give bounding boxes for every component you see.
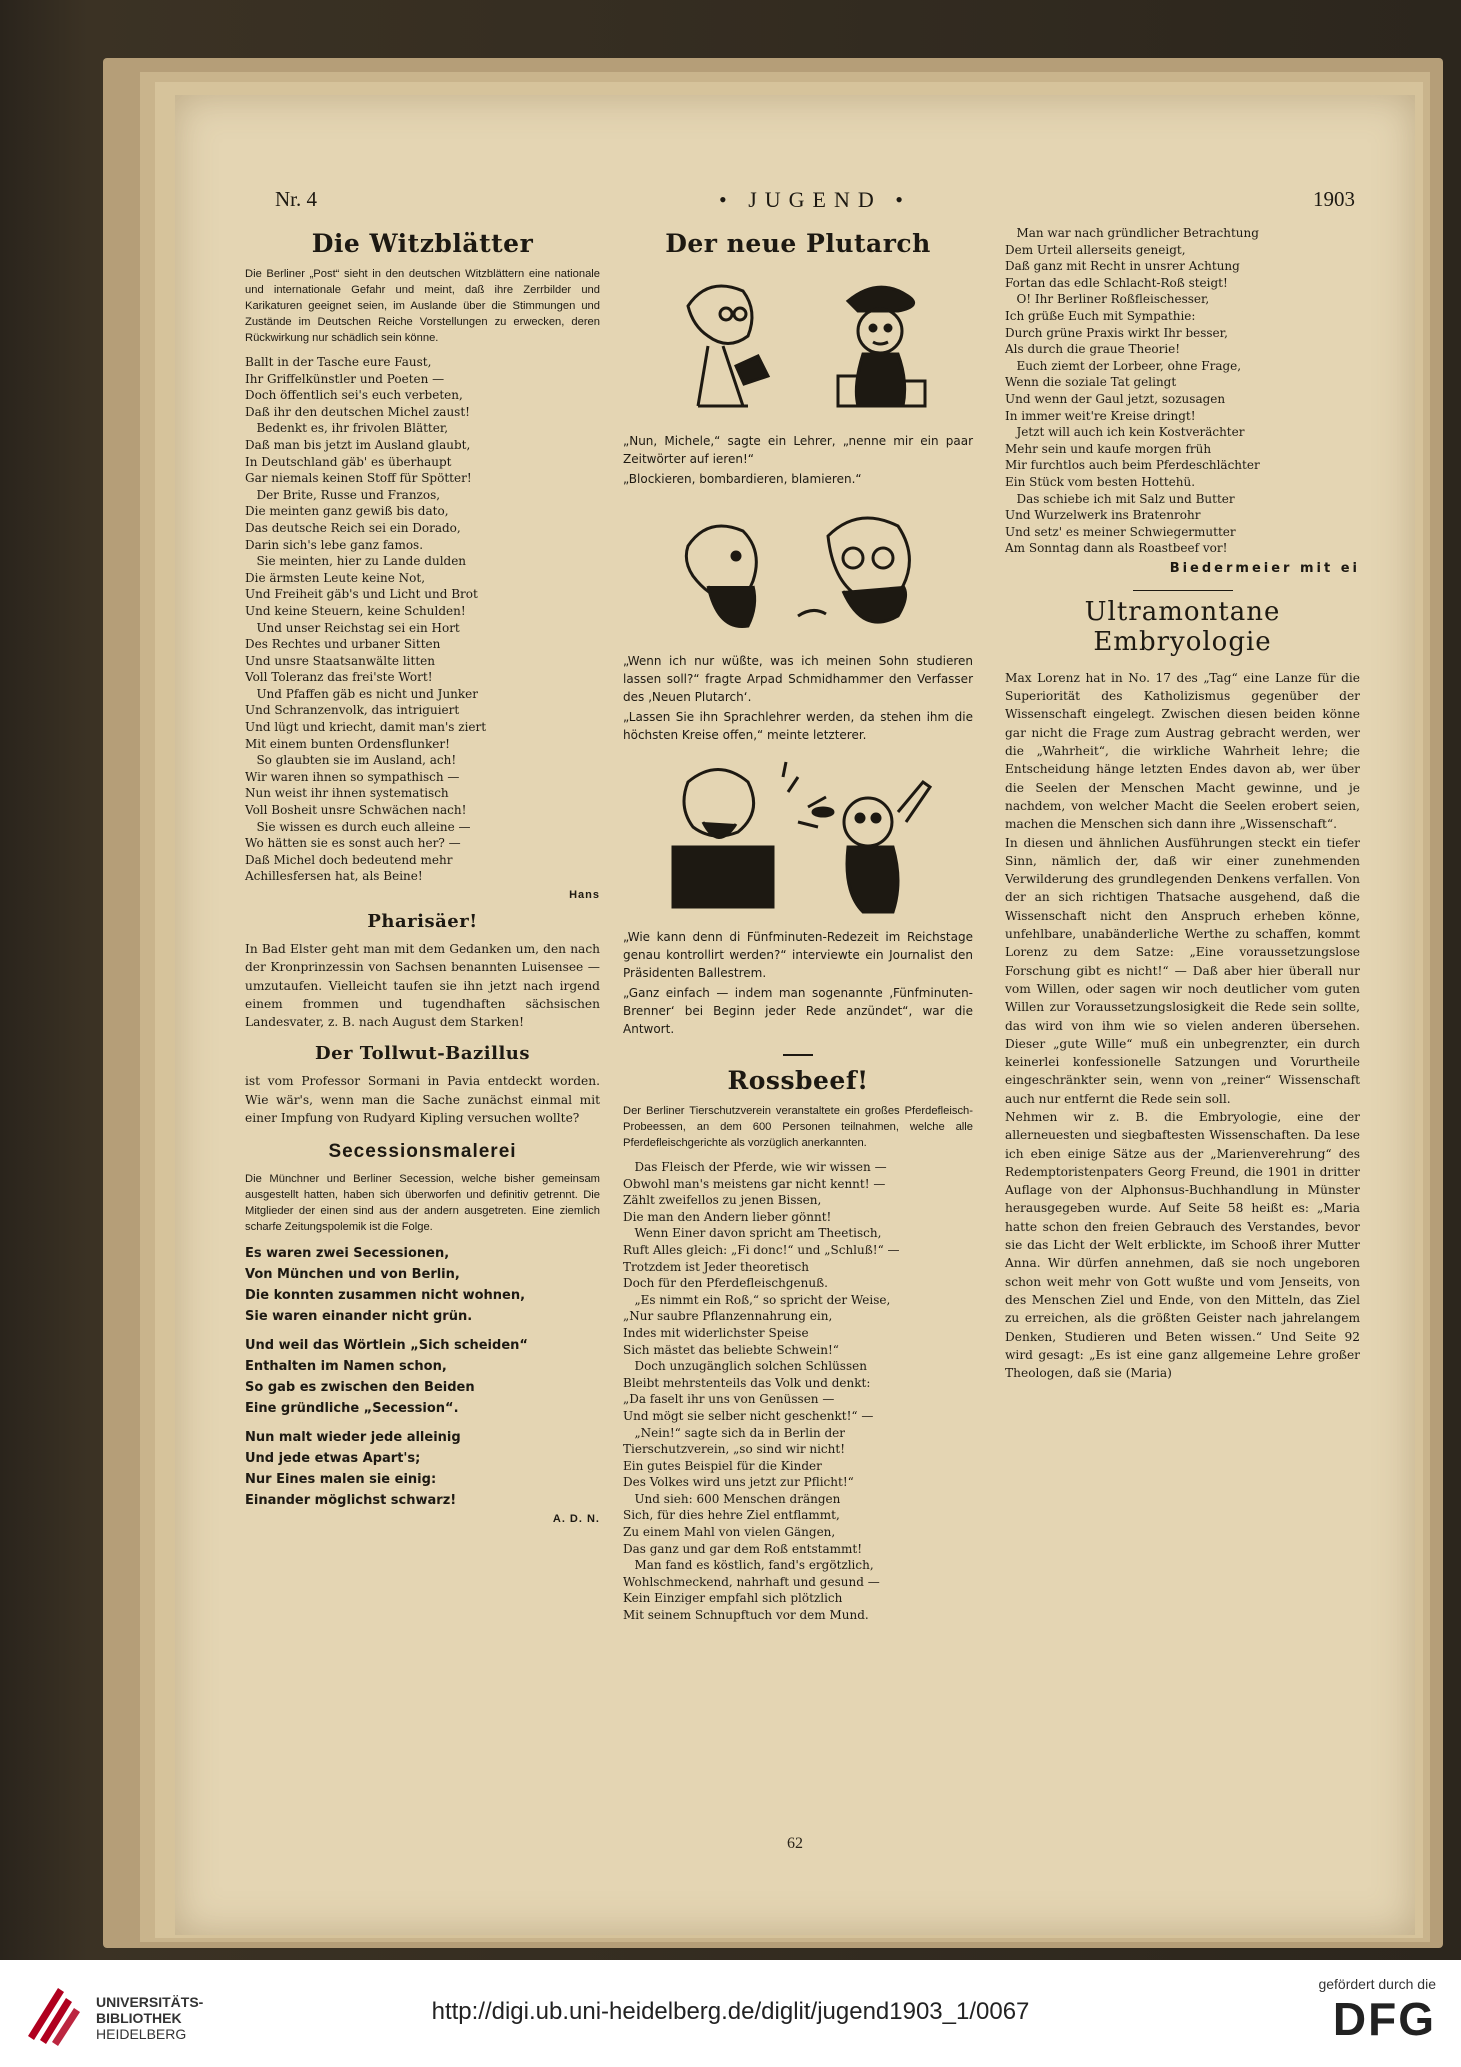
caption-3-question: „Wie kann denn di Fünfminuten-Redezeit im Reichstage genau kontrollirt werden?“ interviewte ein Journalist den Präsidenten Ballestrem. [623,930,973,980]
sponsor-block [1256,1976,1436,2046]
running-head [275,187,1355,221]
secession-title: Secessionsmalerei [328,1141,517,1163]
tollwut-text: ist vom Professor Sormani in Pavia entdeckt worden. Wie wär's, wenn man die Sache zunächst einmal mit einer Impfung von Rudyard Kipling versuchen wollte? [245,1074,600,1126]
tollwut-title: Der Tollwut-Bazillus [314,1043,531,1065]
secession-stanza-3: Nun malt wieder jede alleinig Und jede etwas Apart's; Nur Eines malen sie einig: Einander möglichst schwarz! [245,1430,461,1509]
plutarch-caption-1 [623,432,973,488]
rossbeef-signature: Biedermeier mit ei [1169,560,1360,576]
caption-2-answer: „Lassen Sie ihn Sprachlehrer werden, da stehen ihm die höchsten Kreise offen,“ meinte letzterer. [623,710,973,742]
rossbeef-intro: Der Berliner Tierschutzverein veranstaltete ein großes Pferdefleisch-Probeessen, an dem 600 Personen teilnahmen, welche alle Pferdefleischgerichte als vorzüglich anerkannten. [623,1105,973,1149]
permalink-url[interactable]: http://digi.ub.uni-heidelberg.de/diglit/jugend1903_1/0067 [431,1998,1030,2025]
secession-stanza-1: Es waren zwei Secessionen, Von München und von Berlin, Die konnten zusammen nicht wohnen, Sie waren einander nicht grün. [245,1246,526,1325]
issue-year: 1903 [1313,187,1355,211]
middle-column [623,225,973,1628]
witzblaetter-signature: Hans [569,889,600,901]
caption-2-question: „Wenn ich nur wüßte, was ich meinen Sohn studieren lassen soll?“ fragte Arpad Schmidhammer den Verfasser des ‚Neuen Plutarch‘. [623,654,973,704]
issue-number: Nr. 4 [275,187,317,211]
plutarch-caption-2 [623,652,973,744]
library-name-line-3: HEIDELBERG [96,2026,187,2042]
page-number: 62 [787,1835,803,1852]
column-divider [1133,590,1233,591]
witzblaetter-intro: Die Berliner „Post“ sieht in den deutschen Witzblättern eine nationale und internationale Gefahr und meint, daß ihre Zerrbilder und Karikaturen geeignet seien, im Auslande über die Stimmungen und Zustände im Deutschen Reiche Vorstellungen zu erwecken, deren Rückwirkung nur schädlich sein könne. [245,268,600,344]
plutarch-caption-3 [623,928,973,1038]
embryologie-text: Max Lorenz hat in No. 17 des „Tag“ eine Lanze für die Superiorität des Katholizismus gegenüber der Wissenschaft eingelegt. Zwischen diesen beiden könne gar nicht die Frage zum Austrag gebracht werden, wer die „Wahrheit“, die wirkliche Wahrheit lehre; die Entscheidung hänge letzten Endes davon ab, wer über die Seelen der Menschen Macht gewinne, und je nachdem, von welcher Macht die Seelen erobert seien, machen die Menschen sich dann ihre „Wissenschaft“. In diesen und ähnlichen Ausführungen steckt ein tiefer Sinn, nämlich der, daß wir einer zunehmenden Verwilderung des grundlegenden Denkens verfallen. Von der an sich richtigen Thatsache ausgehend, daß die Wissenschaft nicht den Anspruch erheben könne, unfehlbare, unabänderliche Werthe zu schaffen, kommt Lorenz zu dem Satze: „Eine voraussetzungslose Forschung gibt es nicht!“ — Daß aber hier überall nur vom Willen, oder sagen wir noch deutlicher vom guten Willen zur Voraussetzungslosigkeit die Rede sein sollte, das wird von ihm wie so vielen anderen übersehen. Dieser „gute Wille“ muß ein unbegrenzter, ein durch keinerlei konfessionelle Satzungen und Vorurtheile eingeschränkter sein, wenn von „reiner“ Wissenschaft auch nur entfernt die Rede sein soll. Nehmen wir z. B. die Embryologie, eine der allerneuesten und siegbaftesten Wissenschaften. Da lese ich eben einige Sätze aus der „Marienverehrung“ des Redemptoristenpaters Georg Freund, die 1901 in dritter Auflage von der Alphonsus-Buchhandlung in Münster herausgegeben wurde. Auf Seite 58 heißt es: „Maria hatte schon den freien Gebrauch des Verstandes, bevor sie das Licht der Welt erblickte, im Schooß ihrer Mutter Anna. Wir dürfen annehmen, daß sie noch ungeboren schon weit mehr von Gott wußte und vom Jenseits, von des Menschen Ziel und Ende, von den Mitteln, das Ziel zu erreichen, als die größten Geister nach jahrelangem Denken, Studieren und Beten wissen.“ Und Seite 92 wird gesagt: „Es ist eine ganz allgemeine Lehre großer Theologen, daß sie (Maria) [1005,670,1360,1381]
section-divider [783,1054,813,1056]
pharisaeer-text: In Bad Elster geht man mit dem Gedanken um, den nach der Kronprinzessin von Sachsen benannten Luisensee — umzutaufen. Vielleicht taufen sie ihn jetzt nach irgend einem frommen und tugendhaften sächsischen Landesvater, z. B. nach August dem Starken! [245,942,600,1030]
witzblaetter-poem: Ballt in der Tasche eure Faust, Ihr Griffelkünstler und Poeten — Doch öffentlich sei's euch verbeten, Daß ihr den deutschen Michel zaust! Bedenkt es, ihr frivolen Blätter, Daß man bis jetzt im Ausland glaubt, In Deutschland gäb' es überhaupt Gar niemals keinen Stoff für Spötter! Der Brite, Russe und Franzos, Die meinten ganz gewiß bis dato, Das deutsche Reich sei ein Dorado, Darin sich's lebe ganz famos. Sie meinten, hier zu Lande dulden Die ärmsten Leute keine Not, Und Freiheit gäb's und Licht und Brot Und keine Steuern, keine Schulden! Und unser Reichstag sei ein Hort Des Rechtes und urbaner Sitten Und unsre Staatsanwälte litten Voll Toleranz das frei'ste Wort! Und Pfaffen gäb es nicht und Junker Und Schranzenvolk, das intriguiert Und lügt und kriecht, damit man's ziert Mit einem bunten Ordensflunker! So glaubten sie im Ausland, ach! Wir waren ihnen so sympathisch — Nun weist ihr ihnen systematisch Voll Bosheit unsre Schwächen nach! Sie wissen es durch euch alleine — Wo hätten sie es sonst auch her? — Daß Michel doch bedeutend mehr Achillesfersen hat, als Beine! [245,355,487,884]
magazine-title: • JUGEND • [719,187,911,212]
sponsor-label: gefördert durch die [1318,1976,1436,1992]
plutarch-title: Der neue Plutarch [665,229,931,258]
caption-3-answer: „Ganz einfach — indem man sogenannte ‚Fünfminuten-Brenner‘ bei Beginn jeder Rede anzündet“, war die Antwort. [623,986,973,1036]
cartoon-president-and-journalist [648,752,948,922]
cartoon-two-bearded-heads [648,496,948,646]
left-column [245,225,600,1535]
embryologie-title: Ultramontane Embryologie [1084,596,1281,657]
rossbeef-poem-continued: Man war nach gründlicher Betrachtung Dem Urteil allerseits geneigt, Daß ganz mit Recht in unsrer Achtung Fortan das edle Schlacht-Roß steigt! O! Ihr Berliner Roßfleischesser, Ich grüße Euch mit Sympathie: Durch grüne Praxis wirkt Ihr besser, Als durch die graue Theorie! Euch ziemt der Lorbeer, ohne Frage, Wenn die soziale Tat gelingt Und wenn der Gaul jetzt, sozusagen In immer weit're Kreise dringt! Jetzt will auch ich kein Kostverächter Mehr sein und kaufe morgen früh Mir furchtlos auch beim Pferdeschlächter Ein Stück vom besten Hottehü. Das schiebe ich mit Salz und Butter Und Wurzelwerk ins Bratenrohr Und setz' es meiner Schwiegermutter Am Sonntag dann als Roastbeef vor! [1005,226,1260,556]
secession-stanza-2: Und weil das Wörtlein „Sich scheiden“ Enthalten im Namen schon, So gab es zwischen den Beiden Eine gründliche „Secession“. [245,1338,528,1417]
rossbeef-poem: Das Fleisch der Pferde, wie wir wissen — Obwohl man's meistens gar nicht kennt! — Zählt zweifellos zu jenen Bissen, Die man den Andern lieber gönnt! Wenn Einer davon spricht am Theetisch, Ruft Alles gleich: „Fi donc!“ und „Schluß!“ — Trotzdem ist Jeder theoretisch Doch für den Pferdefleischgenuß. „Es nimmt ein Roß,“ so spricht der Weise, „Nur saubre Pflanzennahrung ein, Indes mit widerlichster Speise Sich mästet das beliebte Schwein!“ Doch unzugänglich solchen Schlüssen Bleibt mehrstenteils das Volk und denkt: „Da faselt ihr uns von Genüssen — Und mögt sie selber nicht geschenkt!“ — „Nein!“ sagte sich da in Berlin der Tierschutzverein, „so sind wir nicht! Ein gutes Beispiel für die Kinder Des Volkes wird uns jetzt zur Pflicht!“ Und sieh: 600 Menschen drängen Sich, für dies hehre Ziel entflammt, Zu einem Mahl von vielen Gängen, Das ganz und gar dem Roß entstammt! Man fand es köstlich, fand's ergötzlich, Wohlschmeckend, nahrhaft und gesund — Kein Einziger empfahl sich plötzlich Mit seinem Schnupftuch vor dem Mund. [623,1160,900,1623]
witzblaetter-title: Die Witzblätter [311,229,534,258]
dfg-logo[interactable]: DFG [1332,1993,1436,2045]
secession-signature: A. D. N. [552,1513,600,1526]
caption-1-question: „Nun, Michele,“ sagte ein Lehrer, „nenne mir ein paar Zeitwörter auf ieren!“ [623,434,973,466]
caption-1-answer: „Blockieren, bombardieren, blamieren.“ [623,472,862,486]
library-name-line-2: BIBLIOTHEK [96,2010,182,2026]
secession-intro: Die Münchner und Berliner Secession, welche bisher gemeinsam ausgestellt hatten, haben sich überworfen und definitiv getrennt. Die Mitglieder der einen sind aus der andern ausgetreten. Eine ziemlich scharfe Zeitungspolemik ist die Folge. [245,1173,600,1234]
footer-bar [0,1960,1461,2067]
pharisaeer-title: Pharisäer! [367,911,478,932]
cartoon-teacher-and-pupil [648,266,948,426]
library-name-line-1: UNIVERSITÄTS- [96,1994,204,2010]
magazine-page [175,95,1415,1935]
rossbeef-title: Rossbeef! [727,1066,869,1095]
right-column [1005,225,1360,1382]
